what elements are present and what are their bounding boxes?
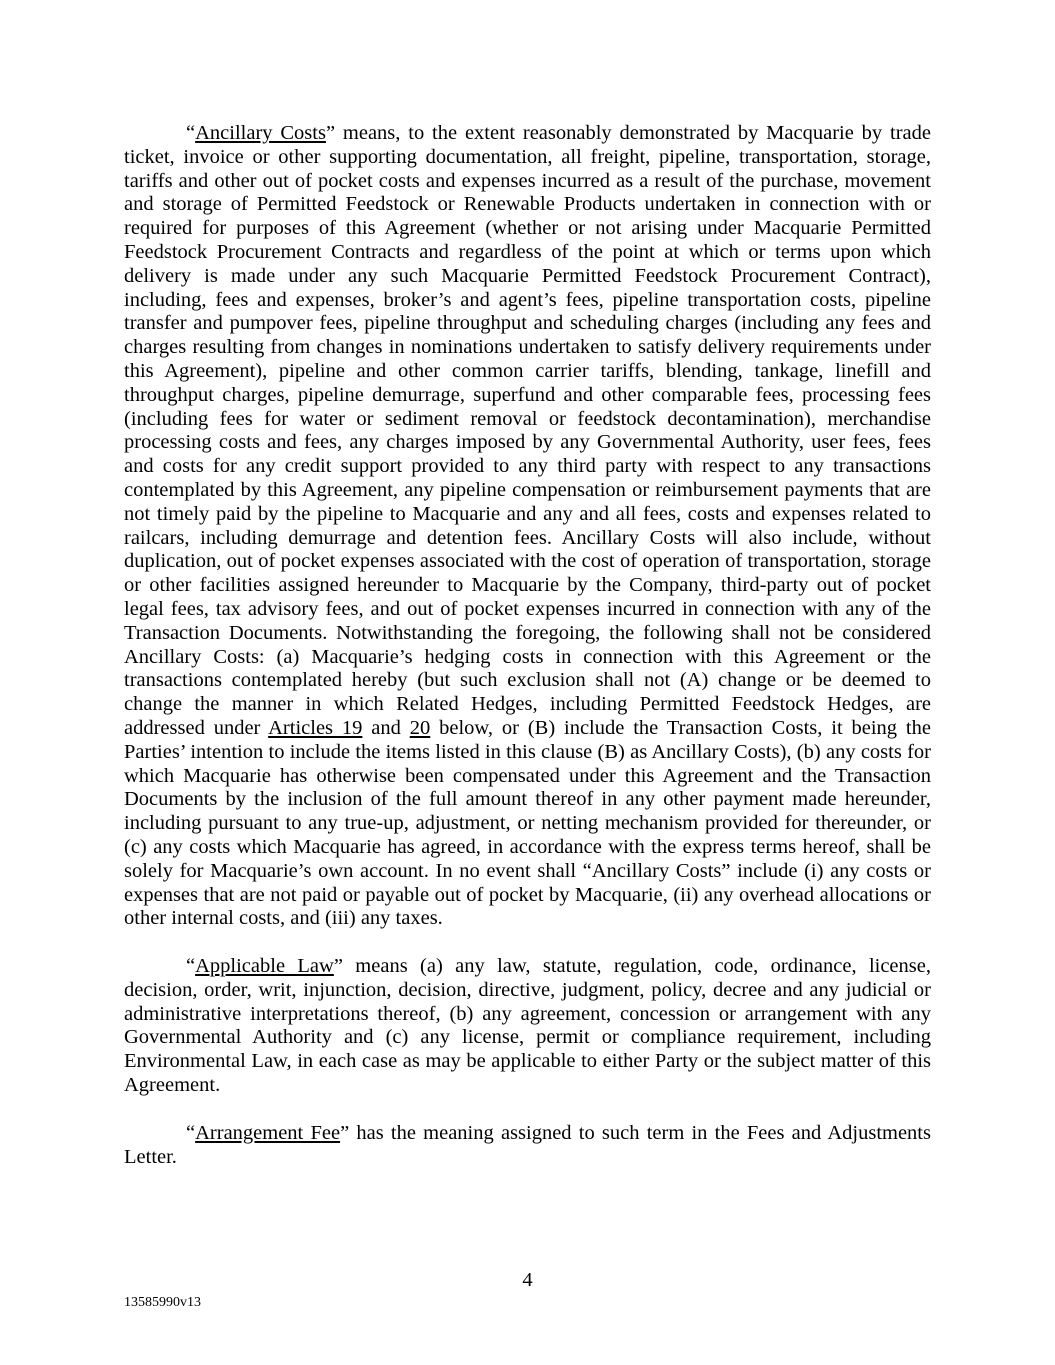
- paragraph-definition-ancillary-costs: [124, 122, 931, 931]
- paragraph-text-segment: ” means (a) any law, statute, regulation, code, ordinance, license, decision, order, writ, injunction, decision, directive, judgment, policy, decree and any judicial or administrative interpretations thereof, (b) any agreement, concession or arrangement with any Governmental Authority and (c) any license, permit or compliance requirement, including Environmental Law, in each case as may be applicable to either Party or the subject matter of this Agreement.: [124, 955, 931, 1097]
- paragraph-text-segment: below, or (B) include the Transaction Costs, it being the Parties’ intention to include the items listed in this clause (B) as Ancillary Costs), (b) any costs for which Macquarie has otherwise been compensated under this Agreement and the Transaction Documents by the inclusion of the full amount thereof in any other payment made hereunder, including pursuant to any true-up, adjustment, or netting mechanism provided for thereunder, or (c) any costs which Macquarie has agreed, in accordance with the express terms hereof, shall be solely for Macquarie’s own account. In no event shall “Ancillary Costs” include (i) any costs or expenses that are not paid or payable out of pocket by Macquarie, (ii) any overhead allocations or other internal costs, and (iii) any taxes.: [124, 716, 931, 930]
- paragraph-text-segment: and: [362, 716, 410, 739]
- open-quote: “: [186, 1121, 196, 1144]
- paragraph-definition-arrangement-fee: [124, 1122, 931, 1170]
- paragraph-text-segment: ” means, to the extent reasonably demonstrated by Macquarie by trade ticket, invoice or other supporting documentation, all freight, pipeline, transportation, storage, tariffs and other out of pocket costs and expenses incurred as a result of the purchase, movement and storage of Permitted Feedstock or Renewable Products undertaken in connection with or required for purposes of this Agreement (whether or not arising under Macquarie Permitted Feedstock Procurement Contracts and regardless of the point at which or terms upon which delivery is made under any such Macquarie Permitted Feedstock Procurement Contract), including, fees and expenses, broker’s and agent’s fees, pipeline transportation costs, pipeline transfer and pumpover fees, pipeline throughput and scheduling charges (including any fees and charges resulting from changes in nominations undertaken to satisfy delivery requirements under this Agreement), pipeline and other common carrier tariffs, blending, tankage, linefill and throughput charges, pipeline demurrage, superfund and other comparable fees, processing fees (including fees for water or sediment removal or feedstock decontamination), merchandise processing costs and fees, any charges imposed by any Governmental Authority, user fees, fees and costs for any credit support provided to any third party with respect to any transactions contemplated by this Agreement, any pipeline compensation or reimbursement payments that are not timely paid by the pipeline to Macquarie and any and all fees, costs and expenses related to railcars, including demurrage and detention fees. Ancillary Costs will also include, without duplication, out of pocket expenses associated with the cost of operation of transportation, storage or other facilities assigned hereunder to Macquarie by the Company, third-party out of pocket legal fees, tax advisory fees, and out of pocket expenses incurred in connection with any of the Transaction Documents. Notwithstanding the foregoing, the following shall not be considered Ancillary Costs: (a) Macquarie’s hedging costs in connection with this Agreement or the transactions contemplated hereby (but such exclusion shall not (A) change or be deemed to change the manner in which Related Hedges, including Permitted Feedstock Hedges, are addressed under: [124, 122, 931, 739]
- document-id-footer: 13585990v13: [124, 1295, 201, 1310]
- defined-term-applicable-law: Applicable Law: [195, 955, 334, 978]
- page-number: 4: [522, 1269, 533, 1292]
- cross-reference-article-20: 20: [409, 716, 431, 739]
- paragraph-definition-applicable-law: [124, 955, 931, 1098]
- defined-term-ancillary-costs: Ancillary Costs: [195, 122, 326, 144]
- cross-reference-articles-19: Articles 19: [268, 716, 363, 739]
- paragraph-text-segment: ” has the meaning assigned to such term in the Fees and Adjustments Letter.: [124, 1121, 931, 1168]
- defined-term-arrangement-fee: Arrangement Fee: [195, 1121, 341, 1144]
- document-body: [124, 122, 931, 1193]
- open-quote: “: [186, 955, 196, 978]
- open-quote: “: [186, 122, 196, 144]
